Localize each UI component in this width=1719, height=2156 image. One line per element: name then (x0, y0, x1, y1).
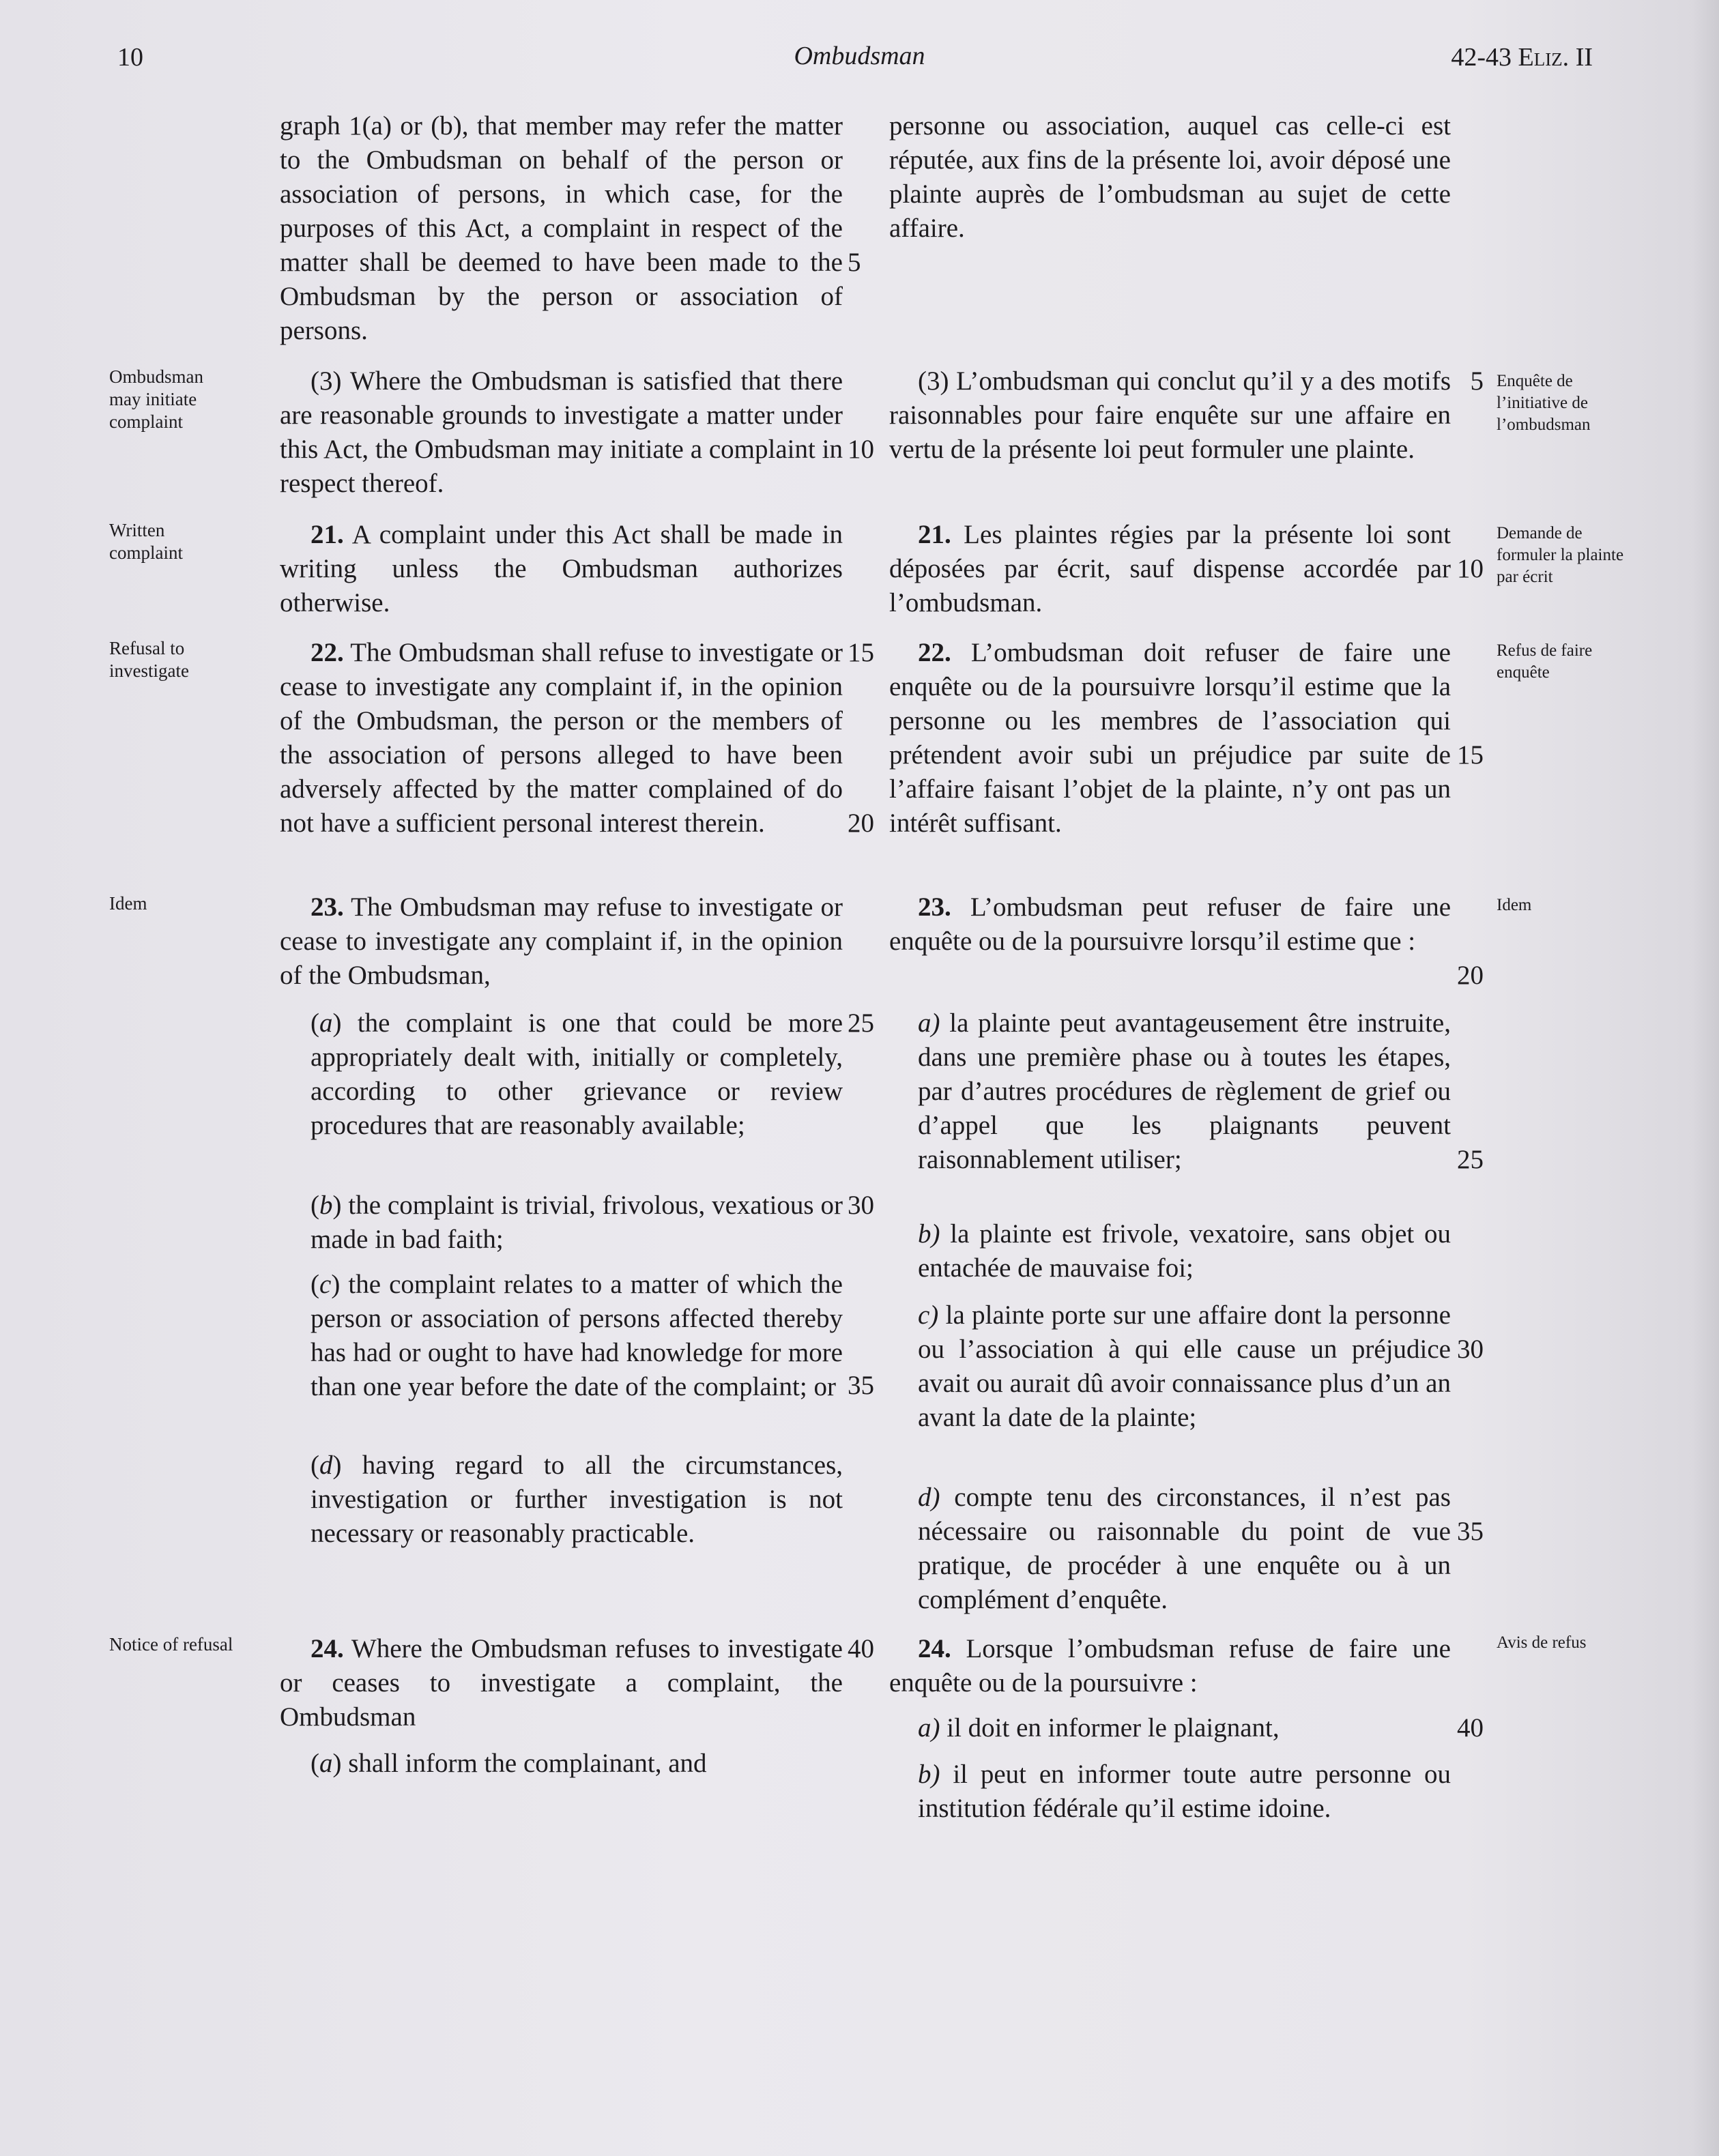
margin-note-en-refusal: Refusal to investigate (109, 638, 189, 681)
en-section-24-a: (a) shall inform the complainant, and (310, 1749, 707, 1778)
margin-note-en-initiate: Ombudsman may initiate complaint (109, 366, 203, 432)
en-line-number: 5 (848, 248, 861, 277)
margin-note-fr-idem: Idem (1497, 896, 1532, 914)
en-section-23-b: (b) the complaint is trivial, frivolous, vexatious or made in bad faith; (310, 1191, 843, 1254)
regnal-year (1451, 42, 1593, 72)
en-section-23-d: (d) having regard to all the circumstances, investigation or further investigation is not necessary or reasonably practicable. (310, 1451, 843, 1548)
fr-section-23: 23. L’ombudsman peut refuser de faire une enquête ou de la poursuivre lorsqu’il estime que : (889, 892, 1451, 956)
en-line-number: 40 (848, 1634, 874, 1663)
page-edge-shadow (1692, 0, 1719, 2156)
en-section-23-a: (a) the complaint is one that could be more appropriately dealt with, initially or completely, according to other grievance or review procedures that are reasonably available; (310, 1008, 843, 1140)
fr-line-number: 25 (1457, 1145, 1484, 1174)
margin-note-fr-refusal: Refus de faire enquête (1497, 641, 1593, 682)
margin-note-en-written: Written complaint (109, 520, 183, 563)
fr-section-24-a: a) il doit en informer le plaignant, (918, 1713, 1280, 1743)
regnal-suffix: II (1569, 43, 1593, 72)
fr-line-number: 30 (1457, 1335, 1484, 1364)
en-section-23-c: (c) the complaint relates to a matter of which the person or association of persons affected thereby has had or ought to have had knowledge for more than one year before the date of the complaint; or (310, 1270, 843, 1401)
en-section-21: 21. A complaint under this Act shall be made in writing unless the Ombudsman authorizes otherwise. (280, 520, 843, 617)
fr-subsection-20-3: (3) L’ombudsman qui conclut qu’il y a des motifs raisonnables pour faire enquête sur une affaire en vertu de la présente loi peut formuler une plainte. (889, 366, 1451, 464)
fr-section-24: 24. Lorsque l’ombudsman refuse de faire une enquête ou de la poursuivre : (889, 1634, 1451, 1698)
fr-section-23-c: c) la plainte porte sur une affaire dont la personne ou l’association à qui elle cause un préjudice avait ou aurait dû avoir connaissance plus d’un an avant la date de la plainte; (918, 1300, 1451, 1432)
margin-note-fr-written: Demande de formuler la plainte par écrit (1497, 524, 1624, 586)
en-section-24: 24. Where the Ombudsman refuses to investigate or ceases to investigate a complaint, the Ombudsman (280, 1634, 843, 1732)
regnal-small-caps: Eliz. (1518, 43, 1570, 72)
fr-section-21: 21. Les plaintes régies par la présente loi sont déposées par écrit, sauf dispense accordée par l’ombudsman. (889, 520, 1451, 617)
fr-line-number: 40 (1457, 1713, 1484, 1743)
fr-line-number: 10 (1457, 554, 1484, 583)
fr-section-23-d: d) compte tenu des circonstances, il n’est pas nécessaire ou raisonnable du point de vue pratique, de procéder à une enquête ou à un complément d’enquête. (918, 1483, 1451, 1614)
en-line-number: 10 (848, 435, 874, 464)
page-number: 10 (117, 43, 143, 72)
fr-line-number: 20 (1457, 961, 1484, 990)
en-line-number: 20 (848, 808, 874, 838)
fr-line-number: 15 (1457, 740, 1484, 770)
fr-section-24-b: b) il peut en informer toute autre personne ou institution fédérale qu’il estime idoine. (918, 1760, 1451, 1823)
en-section-23: 23. The Ombudsman may refuse to investigate or cease to investigate any complaint if, in the opinion of the Ombudsman, (280, 892, 843, 990)
fr-section-23-a: a) la plainte peut avantageusement être instruite, dans une première phase ou à toutes les étapes, par d’autres procédures de règlement de grief ou d’appel que les plaignants peuvent raisonnablement utiliser; (918, 1008, 1451, 1174)
running-title: Ombudsman (794, 42, 925, 70)
en-continued-paragraph: graph 1(a) or (b), that member may refer the matter to the Ombudsman on behalf of the person or association of persons, in which case, for the purposes of this Act, a complaint in respect of the matter shall be deemed to have been made to the Ombudsman by the person or association of persons. (280, 111, 843, 345)
en-line-number: 15 (848, 638, 874, 667)
fr-section-23-b: b) la plainte est frivole, vexatoire, sans objet ou entachée de mauvaise foi; (918, 1219, 1451, 1283)
en-line-number: 30 (848, 1191, 874, 1220)
fr-continued-paragraph: personne ou association, auquel cas celle-ci est réputée, aux fins de la présente loi, avoir déposé une plainte auprès de l’ombudsman au sujet de cette affaire. (889, 111, 1451, 243)
en-subsection-20-3: (3) Where the Ombudsman is satisfied that there are reasonable grounds to investigate a matter under this Act, the Ombudsman may initiate a complaint in respect thereof. (280, 366, 843, 498)
en-line-number: 25 (848, 1008, 874, 1038)
margin-note-en-idem: Idem (109, 893, 147, 914)
fr-line-number: 5 (1470, 366, 1484, 396)
margin-note-fr-notice: Avis de refus (1497, 1633, 1587, 1652)
fr-line-number: 35 (1457, 1517, 1484, 1546)
regnal-prefix: 42-43 (1451, 43, 1518, 72)
margin-note-fr-initiate: Enquête de l’initiative de l’ombudsman (1497, 372, 1591, 434)
fr-section-22: 22. L’ombudsman doit refuser de faire une enquête ou de la poursuivre lorsqu’il estime que la personne ou les membres de l’association qui prétendent avoir subi un préjudice par suite de l’affaire faisant l’objet de la plainte, n’y ont pas un intérêt suffisant. (889, 638, 1451, 838)
en-section-22: 22. The Ombudsman shall refuse to investigate or cease to investigate any complaint if, in the opinion of the Ombudsman, the person or the members of the association of persons alleged to have been adversely affected by the matter complained of do not have a sufficient personal interest therein. (280, 638, 843, 838)
margin-note-en-notice: Notice of refusal (109, 1634, 233, 1655)
en-line-number: 35 (848, 1371, 874, 1400)
